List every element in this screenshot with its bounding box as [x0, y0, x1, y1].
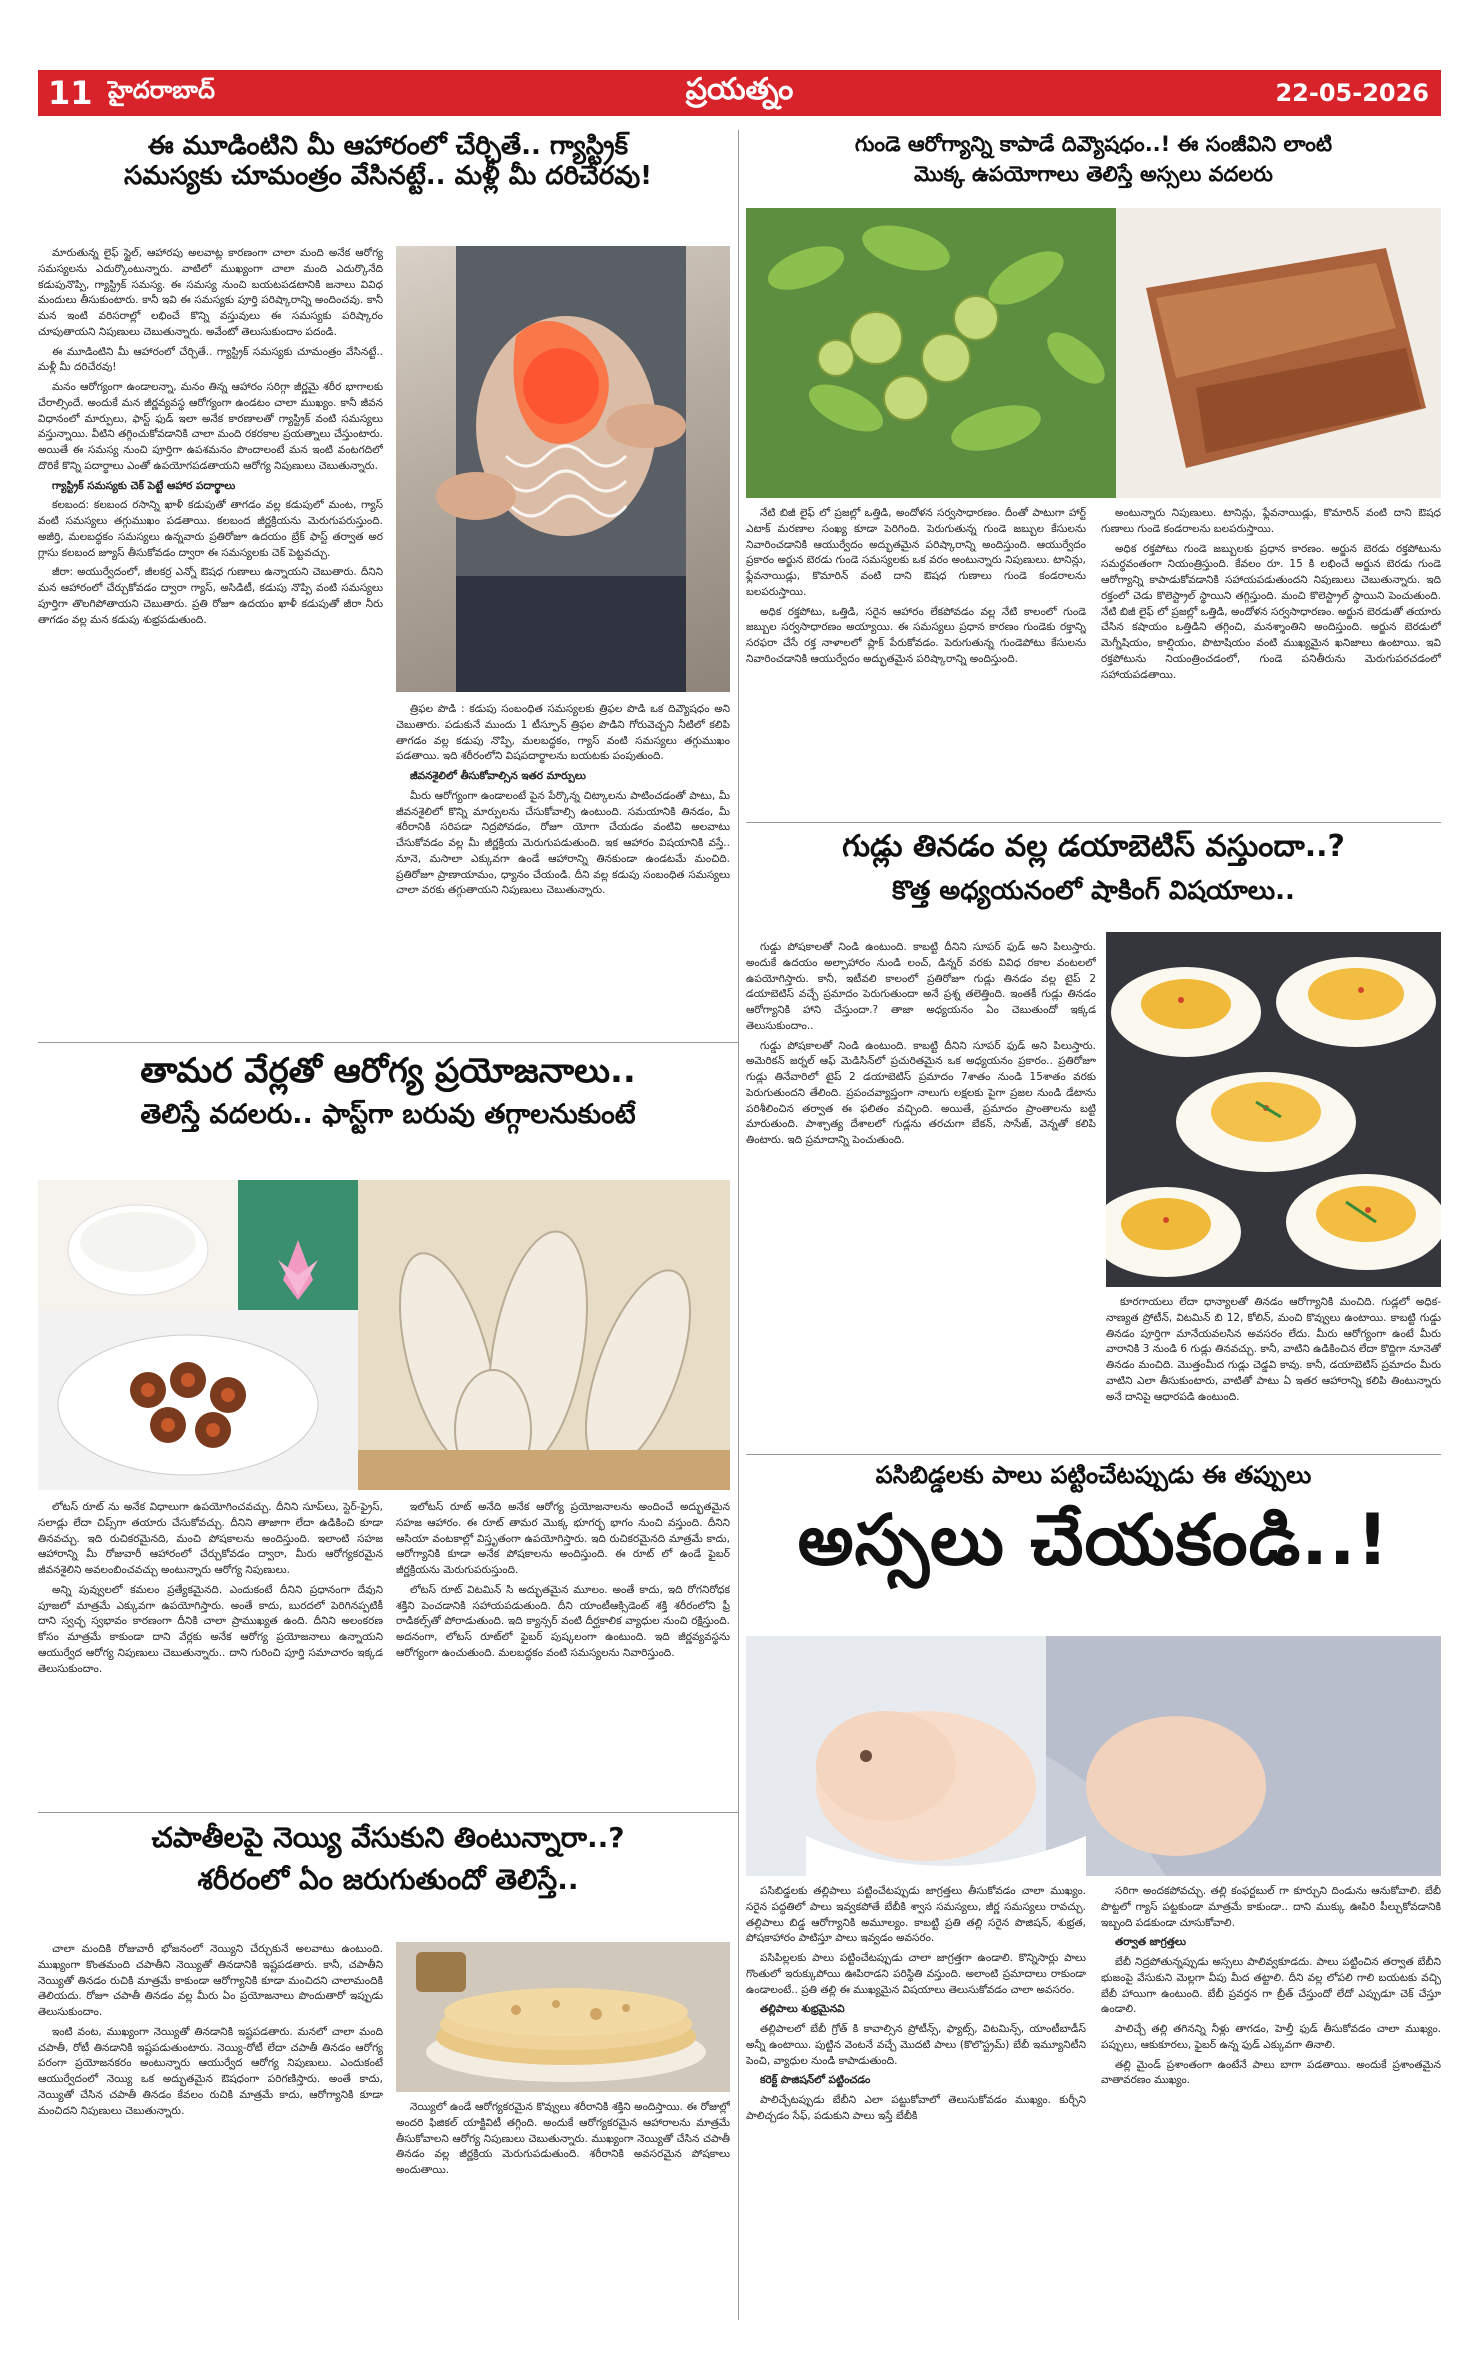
ghee-column-2 [396, 2100, 730, 2322]
lotus-column-2 [396, 1500, 730, 1800]
masthead-title: ప్రయత్నం [685, 72, 794, 107]
ghee-headline-line2: శరీరంలో ఏం జరుగుతుందో తెలిస్తే.. [197, 1863, 579, 1897]
newspaper-page [38, 70, 1441, 2340]
deviled-eggs-icon [1106, 932, 1441, 1287]
babies-subheading: తర్వాత జాగ్రత్తలు [1115, 1936, 1186, 1949]
gastric-paragraph: ఈ మూడింటిని మీ ఆహారంలో చేర్చితే.. గ్యాస్ట్రిక్ సమస్యకు చూమంత్రం వేసినట్టే.. మళ్లీ మీ దరిచేరవు! [38, 345, 383, 374]
baby-feeding-icon [746, 1636, 1441, 1876]
gastric-paragraph: మీరు ఆరోగ్యంగా ఉండాలంటే పైన పేర్కొన్న చిట్కాలను పాటించడంతో పాటు, మీ జీవనశైలిలో కొన్ని మార్పులను చేసుకోవాల్సి ఉంటుంది. సమయానికి తినడం, మీ శరీరానికి సరిపడా నిద్రపోవడం, రోజూ యోగా చేయడం వంటివి అలవాటు చేసుకోవడం వల్ల మీ జీర్ణక్రియ మెరుగుపడుతుంది. ఇక ఆహారం విషయానికి వస్తే.. నూనె, మసాలా ఎక్కువగా ఉండే ఆహారాన్ని తినకుండా ఉండటమే మంచిది. ప్రతిరోజూ ప్రాణాయామం, ధ్యానం చేయండి. దీని వల్ల కడుపు సంబంధిత సమస్యలు చాలా వరకు తగ్గుతాయని నిపుణులు చెబుతున్నారు. [396, 789, 730, 897]
heart-paragraph: అధిక రక్తపోటు, ఒత్తిడి, సరైన ఆహారం లేకపోవడం వల్ల నేటి కాలంలో గుండె జబ్బుల సర్వసాధారణం అయ్యాయి. ఈ సమస్యలు ప్రధాన కారణం గుండెకు రక్తాన్ని సరఫరా చేసే రక్త నాళాలలో ప్లాక్ పేరుకోవడం. పెరుగుతున్న గుండెపోటు కేసులను నివారించడానికి ఆయుర్వేదం అద్భుతమైన పరిష్కారాన్ని అందిస్తుంది. [746, 605, 1086, 665]
eggs-paragraph: కూరగాయలు లేదా ధాన్యాలతో తినడం ఆరోగ్యానికి మంచిది. గుడ్లలో అధిక-నాణ్యత ప్రోటీన్, విటమిన్ బి 12, కోలిన్, మంచి కొవ్వులు ఉంటాయి. కాబట్టి గుడ్డు తినడం పూర్తిగా మానేయవలసిన అవసరం లేదు. మీరు ఆరోగ్యంగా ఉంటే మీరు వారానికి 3 నుండి 6 గుడ్లు తినవచ్చు. కానీ, వాటిని ఉడికించిన లేదా కొద్దిగా నూనెతో తినడం మంచిది. మొత్తంమీద గుడ్లు చెడ్డవి కావు. కానీ, డయాబెటిస్ ప్రమాదం మీరు వాటిని ఎలా తీసుకుంటారు, వాటితో పాటు ఏ ఇతర ఆహారాన్ని కలిపి తింటున్నారు అనే దానిపై ఆధారపడి ఉంటుంది. [1106, 1296, 1441, 1403]
heart-paragraph: అంటున్నారు నిపుణులు. టానిన్లు, ఫ్లేవనాయిడ్లు, కొమారిన్ వంటి దాని ఔషధ గుణాలు గుండె కండరాలను బలపరుస్తాయి. [1101, 507, 1441, 535]
babies-paragraph: తల్లిపాలలో బేబీ గ్రోత్ కి కావాల్సిన ప్రోటీన్స్, ఫ్యాట్స్, విటమిన్స్, యాంటీబాడీస్ అన్నీ ఉంటాయి. పుట్టిన వెంటనే వచ్చే మొదటి పాలు (కొలొస్ట్రమ్) బేబీ ఇమ్యూనిటీని పెంచి, వ్యాధుల నుండి కాపాడుతుంది. [746, 2023, 1086, 2067]
heart-paragraph: నేటి బిజీ లైఫ్ లో ప్రజల్లో ఒత్తిడి, అందోళన సర్వసాధారణం. దీంతో పాటుగా హార్ట్ ఎటాక్ మరణాల సంఖ్య కూడా పెరిగింది. పెరుగుతున్న గుండె జబ్బుల కేసులను నివారించడానికి ఆయుర్వేదం అద్భుతమైన పరిష్కారాన్ని అందిస్తుంది. ఆయుర్వేదం ప్రకారం అర్జున బెరడు గుండె సమస్యలకు ఒక వరం అంటున్నారు నిపుణులు. టానిన్లు, ఫ్లేవనాయిడ్లు, కొమారిన్ వంటి దాని ఔషధ గుణాలు గుండె కండరాలను బలపరుస్తాయి. [746, 507, 1086, 598]
lotus-paragraph: లోటస్ రూట్ విటమిన్ సి అద్భుతమైన మూలం. అంతే కాదు, ఇది రోగనిరోధక శక్తిని పెంచడానికి సహాయపడుతుంది. దీని యాంటీఆక్సిడెంట్ శక్తి శరీరంలోని ఫ్రీ రాడికల్స్‌తో పోరాడుతుంది. ఇది క్యాన్సర్ వంటి దీర్ఘకాలిక వ్యాధుల నుంచి రక్షిస్తుంది. అదనంగా, లోటస్ రూట్‌లో ఫైబర్ పుష్కలంగా ఉంటుంది. ఇది జీర్ణవ్యవస్థను ఆరోగ్యంగా ఉంచుతుంది. మలబద్ధకం వంటి సమస్యలను నివారిస్తుంది. [396, 1583, 730, 1659]
babies-paragraph: పాలిచ్చే తల్లి తగినన్ని నీళ్లు తాగడం, హెల్తీ ఫుడ్ తీసుకోవడం చాలా ముఖ్యం. పప్పులు, ఆకుకూరలు, ఫైబర్ ఉన్న ఫుడ్ ఎక్కువగా తినాలి. [1101, 2023, 1441, 2051]
gastric-headline-line2: సమస్యకు చూమంత్రం వేసినట్టే.. మళ్లీ మీ దరిచేరవు! [123, 160, 653, 191]
lotus-paragraph: అన్ని పువ్వులలో కమలం ప్రత్యేకమైనది. ఎందుకంటే దీనిని ప్రధానంగా దేవుని పూజలో మాత్రమే ఎక్కువగా ఉపయోగిస్తారు. అంతే కాదు, బురదలో పెరిగినప్పటికీ దాని స్వచ్ఛ స్వభావం కారణంగా దీనికి చాలా ప్రాముఖ్యత ఉంది. దీనిని అలంకరణ కోసం మాత్రమే కాకుండా దాని వేర్లకు అనేక ఆరోగ్య ప్రయోజనాలు ఉన్నాయని ఆయుర్వేద ఆరోగ్య నిపుణులు చెబుతున్నారు.. దాని గురించి పూర్తి సమాచారం ఇక్కడ తెలుసుకుందాం. [38, 1583, 383, 1675]
babies-paragraph: పసిబిడ్డలకు తల్లిపాలు పట్టించేటప్పుడు జాగ్రత్తలు తీసుకోవడం చాలా ముఖ్యం. సరైన పద్ధతిలో పాలు ఇవ్వకపోతే బేబీకి శ్వాస సమస్యలు, జీర్ణ సమస్యలు రావచ్చు. తల్లిపాలు బిడ్డ ఆరోగ్యానికి అమూల్యం. కాబట్టి ప్రతి తల్లి సరైన పొజిషన్, శుభ్రత, పోషకాహారం పాటిస్తూ పాలు ఇవ్వడం అవసరం. [746, 1885, 1086, 1945]
babies-paragraph: బేబీ నిద్రపోతున్నప్పుడు అస్సలు పాలివ్వకూడదు. పాలు పట్టించిన తర్వాత బేబీని భుజంపై వేసుకుని మెల్లగా వీపు మీద తట్టాలి. దీని వల్ల లోపలి గాలి బయటకు వచ్చి బేబీ హాయిగా ఉంటుంది. బేబీ ప్రవర్తన గా బ్రీత్ చేస్తుందో లేదో ఎప్పుడూ చెక్ చేస్తూ ఉండాలి. [1101, 1956, 1441, 2016]
eggs-headline [746, 830, 1441, 906]
heart-column-2 [1101, 506, 1441, 816]
eggs-headline-line2: కొత్త అధ్యయనంలో షాకింగ్ విషయాలు.. [892, 875, 1295, 906]
section-divider [38, 1042, 738, 1043]
ghee-paragraph: ఇంటి వంట, ముఖ్యంగా నెయ్యితో తినడానికి ఇష్టపడతారు. మనలో చాలా మంది చపాతీ, రోటీ తినడానికి ఇష్టపడుతుంటారు. నెయ్యి-రోటీ లేదా చపాతీ తినడం ఆరోగ్య పరంగా ప్రయోజనకరం అంటున్నారు ఆయుర్వేద ఆరోగ్య నిపుణులు. ఎందుకంటే ఆయుర్వేదంలో నెయ్యి ఒక అద్భుతమైన ఔషధంగా పరిగణిస్తారు. అంతే కాదు, నెయ్యితో చేసిన చపాతీ తినడం కేవలం రుచికి మాత్రమే కాదు, ఆరోగ్యానికి కూడా మంచిదని నిపుణులు చెబుతున్నారు. [38, 2025, 383, 2117]
eggs-column-1 [746, 940, 1096, 1440]
stomach-illustration-icon [396, 246, 730, 692]
eggs-paragraph: గుడ్డు పోషకాలతో నిండి ఉంటుంది. కాబట్టి దీనిని సూపర్ ఫుడ్ అని పిలుస్తారు. అమెరికన్ జర్నల్ ఆఫ్ మెడిసిన్‌లో ప్రచురితమైన ఒక అధ్యయనం ప్రకారం.. ప్రతిరోజూ గుడ్లు తినేవారిలో టైప్ 2 డయాబెటిస్ ప్రమాదం 7శాతం నుండి 15శాతం వరకు పెరుగుతుందని తేలింది. ప్రపంచవ్యాప్తంగా నాలుగు లక్షలకు పైగా ప్రజల నుండి డేటాను పరిశీలించిన తర్వాత ఈ ఫలితం వచ్చింది. అయితే, ప్రమాదం ప్రాంతాలను బట్టి మారుతుంది. పాశ్చాత్య దేశాలలో గుడ్లను తరచుగా బేకన్, సాసేజ్, వెన్నతో కలిపి తింటారు. ఇది ప్రమాదాన్ని పెంచుతుంది. [746, 1039, 1096, 1146]
chapati-stack-icon [396, 1942, 730, 2092]
ghee-column-1 [38, 1942, 383, 2322]
lotus-food-illustration-icon [38, 1180, 730, 1490]
gastric-paragraph: కలబంద: కలబంద రసాన్ని ఖాళీ కడుపుతో తాగడం వల్ల కడుపులో మంట, గ్యాస్ వంటి సమస్యలు తగ్గుముఖం పడతాయి. కలబంద జీర్ణక్రియను మెరుగుపరుస్తుంది. అజీర్తి, మలబద్ధకం సమస్యలు ఉన్నవారు ప్రతిరోజూ ఉదయం బ్రేక్ ఫాస్ట్ తర్వాత అర గ్లాసు కలబంద జ్యూస్ తీసుకోవడం ద్వారా ఈ సమస్యలకు చెక్ పెట్టవచ్చు. [38, 499, 383, 559]
ghee-headline-line1: చపాతీలపై నెయ్యి వేసుకుని తింటున్నారా..? [151, 1821, 625, 1854]
lotus-column-1 [38, 1500, 383, 1800]
gastric-headline [38, 132, 738, 192]
ghee-paragraph: చాలా మందికి రోజువారీ భోజనంలో నెయ్యిని చేర్చుకునే అలవాటు ఉంటుంది. ముఖ్యంగా కొంతమంది చపాతీని నెయ్యితో తినడానికి ఇష్టపడతారు. కానీ, చపాతీని నెయ్యితో తినడం రుచికి మాత్రమే కాకుండా ఆరోగ్యానికి కూడా మంచిదని చాలామందికి తెలియదు. రోజూ చపాతీ తినడం వల్ల మీరు ఏం ప్రయోజనాలు పొందుతారో ఇప్పుడు తెలుసుకుందాం. [38, 1943, 383, 2018]
heart-headline-line2: మొక్క ఉపయోగాలు తెలిస్తే అస్సలు వదలరు [914, 162, 1273, 187]
babies-headline-line1: పసిబిడ్డలకు పాలు పట్టించేటప్పుడు ఈ తప్పులు [875, 1461, 1312, 1489]
page-number: 11 [48, 74, 93, 112]
arjuna-leaves-bark-icon [746, 208, 1441, 498]
edition-city: హైదరాబాద్ [108, 76, 215, 104]
gastric-column-1 [38, 246, 383, 1034]
edition-date: 22-05-2026 [1275, 79, 1429, 107]
breastfeeding-photo [746, 1636, 1441, 1876]
section-divider [746, 1454, 1441, 1455]
section-divider [746, 822, 1441, 823]
babies-column-2 [1101, 1884, 1441, 2324]
eggs-paragraph: గుడ్డు పోషకాలతో నిండి ఉంటుంది. కాబట్టి దీనిని సూపర్ ఫుడ్ అని పిలుస్తారు. అందుకే ఉదయం అల్పాహారం నుండి లంచ్, డిన్నర్ వరకు వివిధ రకాల వంటలలో ఉపయోగిస్తారు. కానీ, ఇటీవలి కాలంలో ప్రతిరోజూ గుడ్లు తినడం వల్ల టైప్ 2 డయాబెటిస్ వచ్చే ప్రమాదం పెరుగుతుందా అనే ప్రశ్న తలెత్తింది. ఇంతకీ గుడ్లు తినడం ఆరోగ్యానికి హాని చేస్తుందా.? తాజా అధ్యయనం ఏం చెబుతుందో ఇక్కడ తెలుసుకుందాం.. [746, 941, 1096, 1032]
heart-headline [746, 132, 1441, 186]
gastric-paragraph: త్రిఫల పొడి : కడుపు సంబంధిత సమస్యలకు త్రిఫల పొడి ఒక దివ్యౌషధం అని చెబుతారు. పడుకునే ముందు 1 టీస్పూన్ త్రిఫల పొడిని గోరువెచ్చని నీటిలో కలిపి తాగడం వల్ల కడుపు నొప్పి, మలబద్ధకం, గ్యాస్ వంటి సమస్యలు తగ్గుముఖం పడతాయి. ఇది శరీరంలోని విషపదార్థాలను బయటకు పంపుతుంది. [396, 703, 730, 763]
lotus-paragraph: లోటస్ రూట్ ను అనేక విధాలుగా ఉపయోగించవచ్చు. దీనిని సూప్‌లు, స్టెర్-ఫ్రైస్, సలాడ్లు లేదా చిప్స్‌గా తయారు చేసుకోవచ్చు. దీనిని తాజాగా లేదా ఉడికించి కూడా తినవచ్చు. ఇది రుచికరమైనది, మంచి పోషకాలను అందిస్తుంది. ఇలాంటి సహజ ఆహారాన్ని మీ రోజువారీ ఆహారంలో చేర్చుకోవడం ద్వారా, మీరు ఆరోగ్యకరమైన జీవనశైలిని అవలంబించవచ్చు అంటున్నారు ఆరోగ్య నిపుణులు. [38, 1501, 383, 1576]
babies-headline [746, 1462, 1441, 1580]
lotus-headline-line2: తెలిస్తే వదలరు.. ఫాస్ట్‌గా బరువు తగ్గాలనుకుంటే [140, 1099, 636, 1131]
babies-headline-line2: అస్సలు చేయకండి..! [797, 1498, 1390, 1581]
lotus-headline-line1: తామర వేర్లతో ఆరోగ్య ప్రయోజనాలు.. [140, 1051, 636, 1091]
gastric-subheading: జీవనశైలిలో తీసుకోవాల్సిన ఇతర మార్పులు [410, 770, 586, 782]
section-divider [38, 1812, 738, 1813]
ghee-paragraph: నెయ్యిలో ఉండే ఆరోగ్యకరమైన కొవ్వులు శరీరానికి శక్తిని అందిస్తాయి. ఈ రోజుల్లో అందరి ఫిజికల్ యాక్టివిటీ తగ్గింది. అందుకే ఆరోగ్యకరమైన ఆహారాలను మాత్రమే తీసుకోవాలని ఆరోగ్య నిపుణులు చెబుతున్నారు. ముఖ్యంగా నెయ్యితో చేసిన చపాతీ తినడం వల్ల జీర్ణక్రియ మెరుగుపడుతుంది. శరీరానికి అవసరమైన పోషకాలు అందుతాయి. [396, 2101, 730, 2176]
babies-paragraph: సరిగా అందకపోవచ్చు. తల్లి కంఫర్టబుల్ గా కూర్చుని దిండును ఆనుకోవాలి. బేబీ పొట్టలో గ్యాస్ పట్టకుండా మాత్రమే కాకుండా.. దాని ముక్కు ఊపిరి పీల్చుకోవడానికి ఇబ్బంది పడకుండా చూసుకోవాలి. [1101, 1885, 1441, 1929]
gastric-paragraph: మనం ఆరోగ్యంగా ఉండాలన్నా, మనం తిన్న ఆహారం సరిగ్గా జీర్ణమై శరీర భాగాలకు చేరాల్సిందే. అందుకే మన జీర్ణవ్యవస్థ ఆరోగ్యంగా ఉండటం చాలా ముఖ్యం. కానీ జీవన విధానంలో మార్పులు, ఫాస్ట్ ఫుడ్ ఇలా అనేక కారణాలతో గ్యాస్ట్రిక్ వంటి సమస్యలు వస్తున్నాయి. వీటిని తగ్గించుకోవడానికి చాలా మంది రకరకాల ప్రయత్నాలు చేస్తుంటారు. అయితే ఈ సమస్య నుంచి పూర్తిగా ఉపశమనం పొందాలంటే మన ఇంటి వంటగదిలో దొరికే కొన్ని పదార్థాలు ఎంతో ఉపయోగపడతాయని ఆరోగ్య నిపుణులు చెబుతున్నారు. [38, 381, 383, 472]
gastric-headline-line1: ఈ మూడింటిని మీ ఆహారంలో చేర్చితే.. గ్యాస్ట్రిక్ [147, 131, 629, 161]
eggs-column-2 [1106, 1295, 1441, 1445]
gastric-subheading: గ్యాస్ట్రిక్ సమస్యకు చెక్ పెట్టే ఆహార పదార్థాలు [52, 479, 236, 492]
gastric-column-2 [396, 702, 730, 1034]
arjuna-photo [746, 208, 1441, 498]
babies-column-1 [746, 1884, 1086, 2324]
babies-paragraph: పాలిచ్చేటప్పుడు బేబీని ఎలా పట్టుకోవాలో తెలుసుకోవడం ముఖ్యం. కుర్చీని పాలిచ్చడం సేఫ్, పడుకుని పాలు ఇస్తే బేబీకి [746, 2094, 1086, 2122]
page-header [38, 70, 1441, 116]
lotus-root-photo [38, 1180, 730, 1490]
chapati-photo [396, 1942, 730, 2092]
eggs-headline-line1: గుడ్లు తినడం వల్ల డయాబెటిస్ వస్తుందా..? [842, 829, 1345, 864]
babies-paragraph: తల్లి మైండ్ ప్రశాంతంగా ఉంటేనే పాలు బాగా పడతాయి. అందుకే ప్రశాంతమైన వాతావరణం ముఖ్యం. [1101, 2058, 1441, 2087]
babies-subheading: తల్లిపాలు శుభ్రమైనవి [760, 2003, 845, 2016]
babies-paragraph: పసిపిల్లలకు పాలు పట్టించేటప్పుడు చాలా జాగ్రత్తగా ఉండాలి. కొన్నిసార్లు పాలు గొంతులో ఇరుక్కుపోయి ఊపిరాడని పరిస్థితి వస్తుంది. అలాంటి ప్రమాదాలు రాకుండా ఉండాలంటే.. ప్రతి తల్లి ఈ ముఖ్యమైన విషయాలు తెలుసుకోవడం చాలా అవసరం. [746, 1952, 1086, 1996]
heart-headline-line1: గుండె ఆరోగ్యాన్ని కాపాడే దివ్యౌషధం..! ఈ సంజీవిని లాంటి [854, 132, 1333, 156]
heart-column-1 [746, 506, 1086, 816]
deviled-eggs-photo [1106, 932, 1441, 1287]
gastric-paragraph: మారుతున్న లైఫ్ స్టైల్, ఆహారపు అలవాట్ల కారణంగా చాలా మంది అనేక ఆరోగ్య సమస్యలను ఎదుర్కొంటున్నారు. వాటిలో ముఖ్యంగా చాలా మంది ఎదుర్కొనేది కడుపునొప్పి, గ్యాస్ట్రిక్ సమస్య. ఈ సమస్య నుంచి బయటపడటానికి జనాలు వివిధ మందులు తీసుకుంటారు. కానీ ఇవి ఈ సమస్యకు పూర్తి పరిష్కారాన్ని అందించవు. కానీ మన ఇంటి వరిసరాల్లో లభించే కొన్ని వస్తువులు ఈ సమస్యకు పరిష్కారం చూపుతాయని నిపుణులు చెబుతున్నారు. అవేంటో తెలుసుకుందాం పదండి. [38, 247, 383, 338]
column-divider [738, 130, 739, 2320]
lotus-headline [38, 1052, 738, 1130]
ghee-headline [38, 1822, 738, 1896]
babies-subheading: కరెక్ట్ పొజిషన్‌లో పట్టించడం [760, 2074, 871, 2087]
gastric-paragraph: జీరా: అయుర్వేదంలో, జీలకర్ర ఎన్నో ఔషధ గుణాలు ఉన్నాయని చెబుతారు. దీనిని మన ఆహారంలో చేర్చుకోవడం ద్వారా గ్యాస్, అసిడిటీ, కడుపు నొప్పి వంటి సమస్యలు పూర్తిగా తొలగిపోతాయని చెబుతారు. ప్రతి రోజూ ఉదయం ఖాళీ కడుపుతో జీరా నీరు తాగడం వల్ల మన కడుపు శుభ్రపడుతుంది. [38, 566, 383, 626]
stomach-pain-photo [396, 246, 730, 692]
lotus-paragraph: ఇలోటస్ రూట్ అనేది అనేక ఆరోగ్య ప్రయోజనాలను అందించే అద్భుతమైన సహజ ఆహారం. ఈ రూట్ తామర మొక్క భూగర్భ భాగం నుంచి వస్తుంది. దీనిని ఆసియా వంటకాల్లో విస్తృతంగా ఉపయోగిస్తారు. ఇది రుచికరమైనది మాత్రమే కాదు, ఆరోగ్యానికి కూడా అనేక పోషకాలను అందిస్తుంది. ఈ రూట్ లో ఉండే ఫైబర్ జీర్ణక్రియను మెరుగుపరుస్తుంది. [396, 1501, 730, 1576]
heart-paragraph: అధిక రక్తపోటు గుండె జబ్బులకు ప్రధాన కారణం. అర్జున బెరడు రక్తపోటును సమర్థవంతంగా నియంత్రిస్తుంది. కేవలం రూ. 15 కి లభించే అర్జున బెరడు గుండె ఆరోగ్యాన్ని కాపాడుకోవడానికి సహాయపడుతుందని నిపుణులు చెబుతున్నారు. ఇది రక్తంలో చెడు కొలెస్ట్రాల్ స్థాయిని తగ్గిస్తుంది. మంచి కొలెస్ట్రాల్ స్థాయిని పెంచుతుంది. నేటి బిజీ లైఫ్ లో ప్రజల్లో ఒత్తిడి, అందోళన సర్వసాధారణం. అర్జున బెరడుతో తయారు చేసిన కషాయం ఒత్తిడిని తగ్గించి, మనశ్శాంతిని అందిస్తుంది. అర్జున బెరడులో మెగ్నీషియం, కాల్షియం, పొటాషియం వంటి ముఖ్యమైన ఖనిజాలు ఉంటాయి. ఇవి రక్తపోటును నియంత్రించడంలో, గుండె పనితీరును మెరుగుపరచడంలో సహాయపడతాయి. [1101, 542, 1441, 681]
